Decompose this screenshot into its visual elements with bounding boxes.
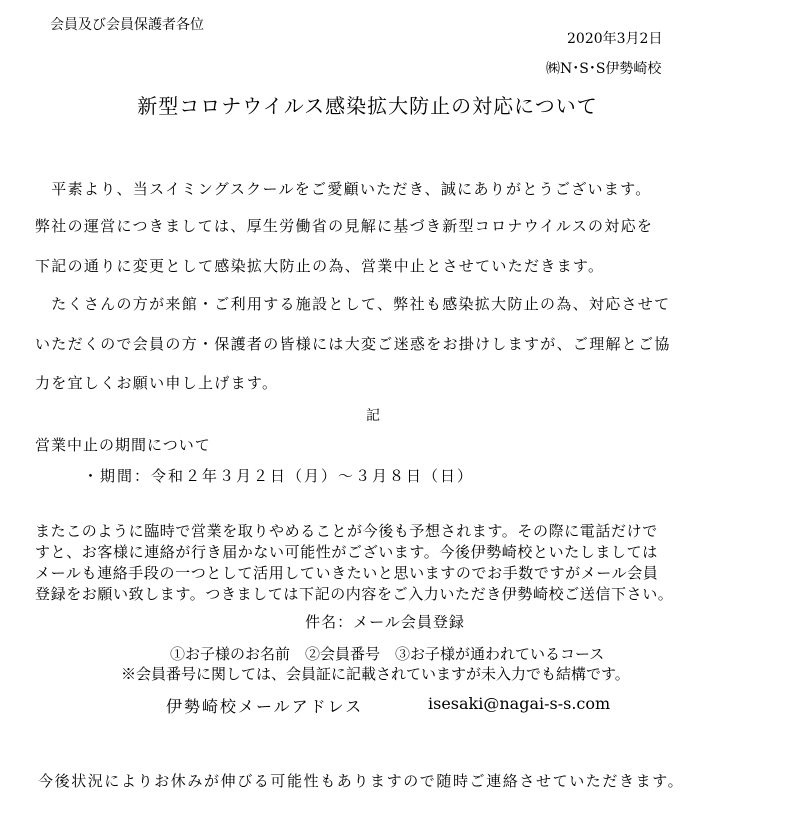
request-line: メールも連絡手段の一つとして活用していきたいと思いますのでお手数ですがメール会員 (35, 564, 659, 582)
addressee: 会員及び会員保護者各位 (50, 17, 204, 33)
body-line: いただくので会員の方・保護者の皆様には大変ご迷惑をお掛けしますが、ご理解とご協 (35, 335, 671, 353)
suspension-heading: 営業中止の期間について (35, 436, 211, 454)
body-line: 下記の通りに変更として感染拡大防止の為、営業中止とさせていただきます。 (35, 257, 605, 275)
mail-note: ※会員番号に関しては、会員証に記載されていますが未入力でも結構です。 (121, 665, 630, 683)
request-line: またこのように臨時で営業を取りやめることが今後も予想されます。その際に電話だけで (35, 522, 658, 540)
suspension-period: ・期間：令和２年３月２日（月）～３月８日（日） (83, 467, 475, 485)
body-line: 弊社の運営につきましては、厚生労働省の見解に基づき新型コロナウイルスの対応を (35, 217, 654, 235)
body-line: 平素より、当スイミングスクールをご愛顧いただき、誠にありがとうございます。 (35, 180, 652, 198)
body-line: たくさんの方が来館・ご利用する施設として、弊社も感染拡大防止の為、対応させて (35, 295, 671, 313)
issue-date: 2020年3月2日 (567, 31, 663, 47)
sender: ㈱N･S･S伊勢崎校 (546, 61, 662, 77)
mail-required-items: ①お子様のお名前 ②会員番号 ③お子様が通われているコース (170, 645, 605, 663)
request-line: すと、お客様に連絡が行き届かない可能性がございます。今後伊勢崎校といたしましては (35, 543, 658, 561)
notice-title: 新型コロナウイルス感染拡大防止の対応について (137, 94, 598, 118)
closing-line: 今後状況によりお休みが伸びる可能性もありますので随時ご連絡させていただきます。 (38, 772, 685, 790)
mail-subject: 件名：メール会員登録 (305, 613, 465, 631)
ki-heading: 記 (366, 408, 380, 424)
mail-address-label: 伊勢崎校メールアドレス (166, 697, 364, 716)
request-line: 登録をお願い致します。つきましては下記の内容をご入力いただき伊勢崎校ご送信下さい。 (35, 585, 674, 603)
mail-address[interactable]: isesaki@nagai-s-s.com (428, 694, 611, 713)
body-line: 力を宜しくお願い申し上げます。 (35, 374, 279, 392)
